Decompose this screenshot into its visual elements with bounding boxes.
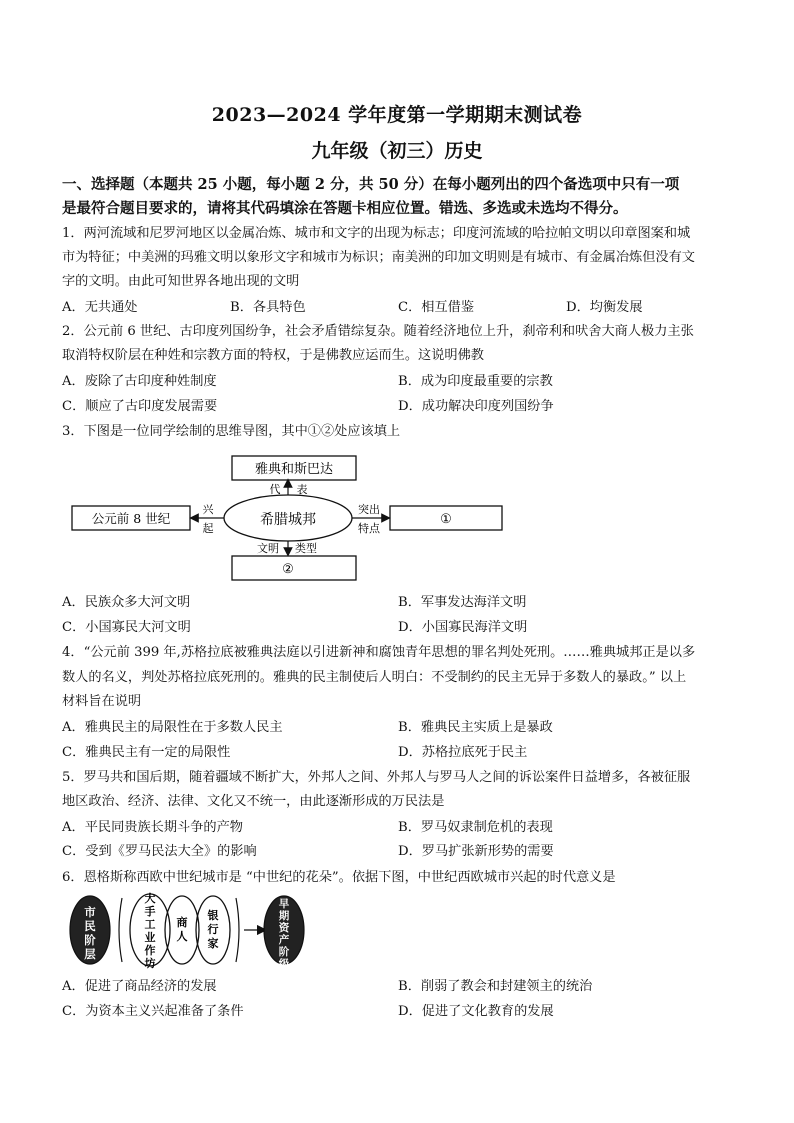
- bottom-box-text: ②: [282, 562, 294, 577]
- q3-text-line: 3．下图是一位同学绘制的思维导图，其中①②处应该填上: [62, 424, 401, 439]
- q6-option-d: D．促进了文化教育的发展: [398, 1004, 554, 1019]
- section-instruction-line-2: 是最符合题目要求的，请将其代码填涂在答题卡相应位置。错选、多选或未选均不得分。: [62, 200, 628, 217]
- flow-node-early-bourgeoisie-label: [279, 897, 290, 970]
- q6-option-a: A．促进了商品经济的发展: [62, 979, 217, 994]
- label-left-1: 兴: [202, 503, 214, 516]
- q1-text-line: 市为特征；中美洲的玛雅文明以象形文字和城市为标识；南美洲的印加文明则是有城市、有金属冶炼但没有文: [62, 250, 695, 265]
- flow-char: 早: [278, 898, 290, 910]
- q5-text-line: 地区政治、经济、法律、文化又不统一，由此逐渐形成的万民法是: [62, 794, 445, 809]
- q5-option-b: B．罗马奴隶制危机的表现: [398, 820, 553, 835]
- label-down-1: 文明: [257, 542, 279, 555]
- q4-option-a: A．雅典民主的局限性在于多数人民主: [62, 720, 283, 735]
- flow-char: 民: [84, 919, 96, 933]
- flow-char: 作: [144, 944, 156, 957]
- section-instruction-line-1: 一、选择题（本题共 25 小题，每小题 2 分，共 50 分）在每小题列出的四个备选项中只有一项: [62, 176, 680, 193]
- q2-option-c: C．顺应了古印度发展需要: [62, 399, 218, 414]
- label-right-1: 突出: [358, 503, 380, 516]
- left-box-text: 公元前 8 世纪: [91, 511, 171, 526]
- q6-option-b: B．削弱了教会和封建领主的统治: [398, 979, 593, 994]
- q5-option-a: A．平民同贵族长期斗争的产物: [62, 820, 243, 835]
- q2-option-d: D．成功解决印度列国纷争: [398, 399, 554, 414]
- q4-text-line: 数人的名义，判处苏格拉底死刑的。雅典的民主制使后人明白：不受制约的民主无异于多数人的暴政。” 以上: [62, 670, 687, 685]
- top-box-text: 雅典和斯巴达: [254, 462, 334, 477]
- flow-char: 行: [207, 923, 219, 936]
- flow-char: 坊: [144, 957, 156, 970]
- flow-node-workshop-owners-label: [144, 891, 156, 970]
- q3-option-c: C．小国寡民大河文明: [62, 620, 191, 635]
- q4-text-line: 4．“公元前 399 年,苏格拉底被雅典法庭以引进新神和腐蚀青年思想的罪名判处死刑。……雅典城邦正是以多: [62, 645, 696, 660]
- flow-char: 阶: [84, 933, 96, 947]
- q5-option-d: D．罗马扩张新形势的需要: [398, 844, 554, 859]
- label-up-1: 代: [269, 483, 281, 496]
- q1-option-c: C．相互借鉴: [398, 300, 475, 315]
- right-box-text: ①: [440, 512, 452, 527]
- q6-flow-diagram: [0, 890, 794, 974]
- flow-char: 业: [144, 931, 156, 944]
- flow-char: 产: [278, 934, 290, 946]
- flow-char: 阶: [278, 946, 290, 958]
- q2-text-line: 2．公元前 6 世纪、古印度列国纷争，社会矛盾错综复杂。随着经济地位上升，刹帝利和吠舍大商人极力主张: [62, 324, 694, 339]
- flow-char: 市: [84, 905, 96, 919]
- q4-text-line: 材料旨在说明: [62, 694, 142, 709]
- flow-node-citizens-label: [84, 905, 96, 961]
- q6-option-c: C．为资本主义兴起准备了条件: [62, 1004, 244, 1019]
- bottom-box: [232, 556, 356, 580]
- q4-option-c: C．雅典民主有一定的局限性: [62, 745, 231, 760]
- q4-option-b: B．雅典民主实质上是暴政: [398, 720, 553, 735]
- flow-char: 银: [207, 909, 219, 922]
- q1-option-b: B．各具特色: [230, 300, 306, 315]
- flow-node-bankers-label: [208, 908, 219, 950]
- center-text: 希腊城邦: [260, 512, 316, 528]
- flow-char: 级: [278, 958, 290, 970]
- label-left-2: 起: [202, 522, 214, 535]
- q2-option-b: B．成为印度最重要的宗教: [398, 374, 553, 389]
- flow-char: 家: [207, 937, 219, 950]
- q5-text-line: 5．罗马共和国后期，随着疆域不断扩大，外邦人之间、外邦人与罗马人之间的诉讼案件日益增多，各被征服: [62, 770, 691, 785]
- flow-bracket: [119, 898, 122, 962]
- q5-option-c: C．受到《罗马民法大全》的影响: [62, 844, 257, 859]
- exam-title: 2023—2024 学年度第一学期期末测试卷: [211, 104, 583, 126]
- flow-char: 期: [278, 910, 290, 922]
- flow-char: 商: [176, 916, 188, 929]
- q3-option-a: A．民族众多大河文明: [62, 595, 191, 610]
- q1-text-line: 字的文明。由此可知世界各地出现的文明: [62, 274, 300, 289]
- q2-text-line: 取消特权阶层在种姓和宗教方面的特权，于是佛教应运而生。这说明佛教: [62, 348, 484, 363]
- flow-char: 工: [144, 918, 156, 931]
- q3-option-d: D．小国寡民海洋文明: [398, 620, 528, 635]
- q6-text-line: 6．恩格斯称西欧中世纪城市是 “中世纪的花朵”。依据下图，中世纪西欧城市兴起的时代意义是: [62, 870, 616, 885]
- flow-char: 手: [144, 905, 156, 918]
- flow-char: 资: [278, 922, 290, 934]
- label-right-2: 特点: [358, 522, 380, 535]
- q3-mind-map: [0, 448, 794, 588]
- flow-char: 人: [176, 930, 188, 943]
- q3-option-b: B．军事发达海洋文明: [398, 595, 527, 610]
- q1-text-line: 1．两河流域和尼罗河地区以金属冶炼、城市和文字的出现为标志；印度河流域的哈拉帕文明以印章图案和城: [62, 226, 691, 241]
- label-down-2: 类型: [295, 542, 317, 555]
- flow-char: 大: [144, 892, 156, 905]
- flow-char: 层: [84, 947, 96, 961]
- flow-bracket-right: [236, 898, 239, 962]
- q1-option-a: A．无共通处: [62, 300, 138, 315]
- flow-node-merchants-label: [177, 915, 188, 943]
- q4-option-d: D．苏格拉底死于民主: [398, 745, 528, 760]
- q1-option-d: D．均衡发展: [566, 300, 643, 315]
- q2-option-a: A．废除了古印度种姓制度: [62, 374, 217, 389]
- exam-subtitle: 九年级（初三）历史: [311, 140, 483, 162]
- label-up-2: 表: [296, 483, 308, 496]
